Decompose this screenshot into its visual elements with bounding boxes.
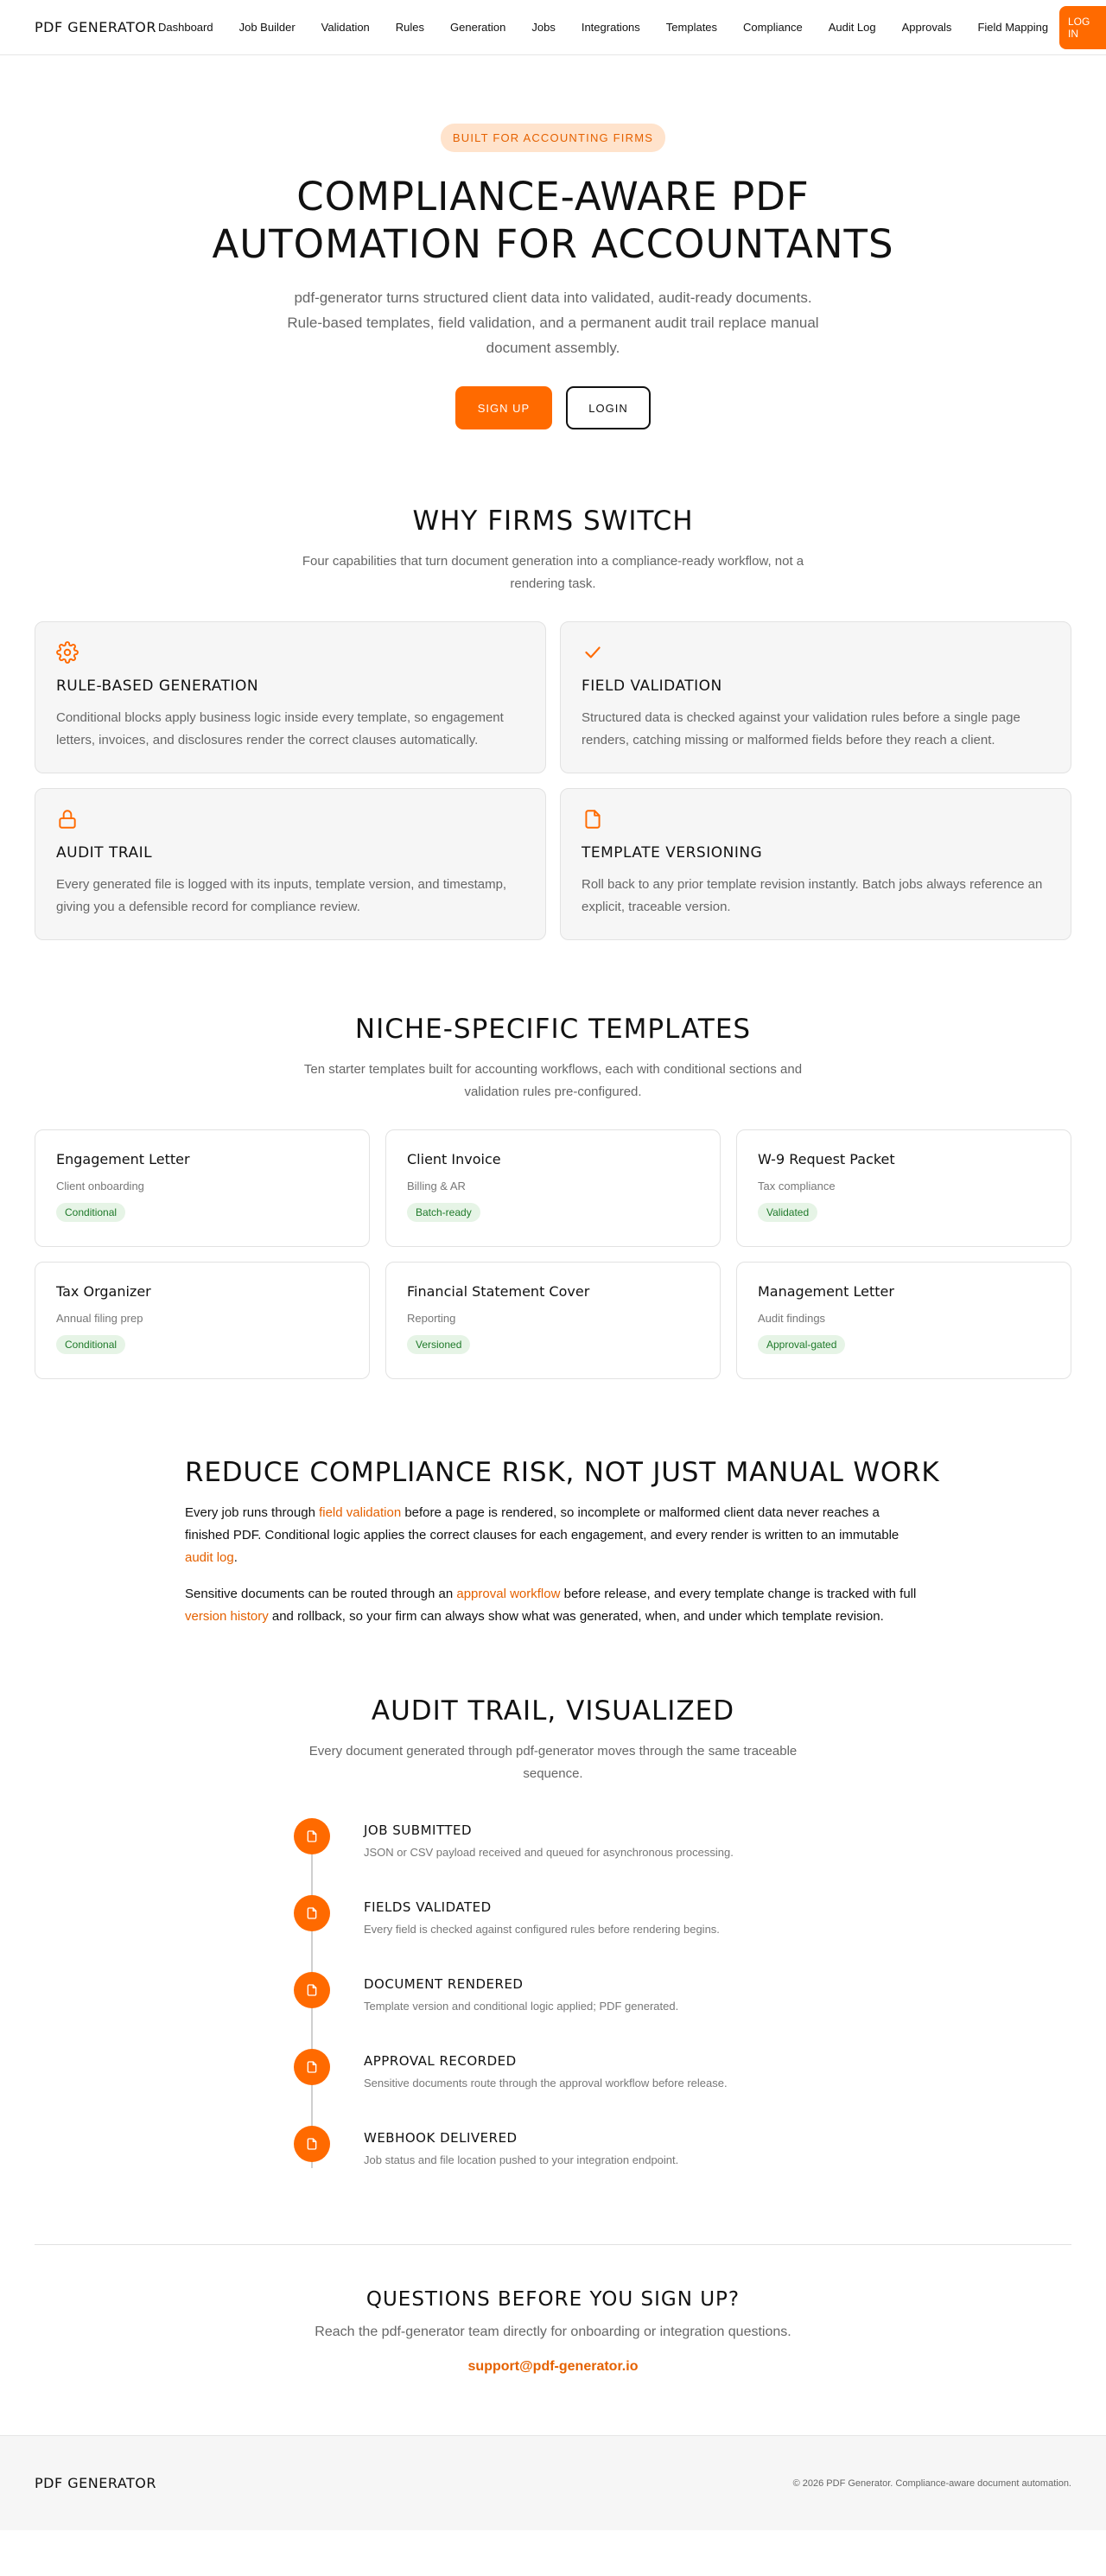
nav-link-approvals[interactable]: Approvals: [901, 21, 952, 34]
version-history-link[interactable]: version history: [185, 1609, 269, 1624]
why-subtitle: Four capabilities that turn document generation into a compliance-ready workflow, not a rendering task.: [302, 554, 804, 591]
template-name: Financial Statement Cover: [407, 1283, 590, 1300]
step-text: Every field is checked against configured rules before rendering begins.: [364, 1923, 720, 1936]
feature-card: [35, 621, 546, 773]
step-text: Job status and file location pushed to your integration endpoint.: [364, 2153, 679, 2166]
template-card[interactable]: [35, 1129, 370, 1247]
template-card[interactable]: [385, 1129, 721, 1247]
step-title: APPROVAL RECORDED: [364, 2053, 517, 2069]
timeline-dot: [294, 1895, 330, 1931]
risk-text: before a page is rendered, so incomplete or malformed client data never reaches a finished PDF. Conditional logic applies the correct clauses for each engagement, and every render is written to an immutable: [185, 1505, 899, 1542]
step-title: WEBHOOK DELIVERED: [364, 2130, 518, 2146]
feature-text: Conditional blocks apply business logic inside every template, so engagement letters, invoices, and disclosures render the correct clauses automatically.: [56, 710, 504, 747]
footer-copyright: © 2026 PDF Generator. Compliance-aware document automation.: [792, 2477, 1071, 2489]
audit-subtitle: Every document generated through pdf-generator moves through the same traceable sequence.: [308, 1744, 798, 1781]
timeline-step: [294, 1972, 812, 2049]
template-tag: Conditional: [56, 1203, 125, 1222]
template-category: Tax compliance: [758, 1180, 836, 1193]
template-category: Annual filing prep: [56, 1312, 143, 1325]
template-tag: Conditional: [56, 1335, 125, 1354]
risk-text: before release, and every template change is tracked with full: [560, 1587, 917, 1601]
feature-text: Every generated file is logged with its inputs, template version, and timestamp, giving you a defensible record for compliance review.: [56, 877, 507, 914]
risk-text: .: [233, 1550, 238, 1565]
contact-subtitle: Reach the pdf-generator team directly for onboarding or integration questions.: [315, 2325, 791, 2339]
field-validation-link[interactable]: field validation: [319, 1505, 402, 1520]
audit-section: [0, 1628, 1106, 2203]
nav-link-job-builder[interactable]: Job Builder: [238, 21, 296, 34]
timeline-step: [294, 1895, 812, 1972]
feature-text: Structured data is checked against your validation rules before a single page renders, catching missing or malformed fields before they reach a client.: [582, 710, 1020, 747]
hero-title: [0, 173, 1106, 268]
template-name: Client Invoice: [407, 1151, 501, 1167]
step-text: Template version and conditional logic applied; PDF generated.: [364, 2000, 679, 2013]
template-name: W-9 Request Packet: [758, 1151, 895, 1167]
document-icon: [305, 2060, 319, 2074]
audit-timeline: [294, 1818, 812, 2203]
hero-buttons: [0, 386, 1106, 429]
step-title: JOB SUBMITTED: [364, 1822, 473, 1838]
feature-title: RULE-BASED GENERATION: [56, 677, 259, 695]
top-nav: [0, 0, 1106, 55]
template-name: Engagement Letter: [56, 1151, 190, 1167]
feature-grid: [0, 621, 1106, 940]
template-tag: Approval-gated: [758, 1335, 845, 1354]
hero-title-line2: AUTOMATION FOR ACCOUNTANTS: [212, 221, 894, 267]
template-category: Billing & AR: [407, 1180, 466, 1193]
timeline-dot: [294, 1818, 330, 1854]
template-tag: Versioned: [407, 1335, 470, 1354]
templates-title: NICHE-SPECIFIC TEMPLATES: [354, 1014, 752, 1045]
feature-title: TEMPLATE VERSIONING: [582, 844, 763, 862]
risk-paragraph-2: [185, 1583, 921, 1628]
nav-link-generation[interactable]: Generation: [450, 21, 506, 34]
step-text: JSON or CSV payload received and queued for asynchronous processing.: [364, 1846, 734, 1859]
template-tag: Validated: [758, 1203, 817, 1222]
step-title: FIELDS VALIDATED: [364, 1899, 492, 1915]
nav-link-templates[interactable]: Templates: [665, 21, 718, 34]
template-category: Reporting: [407, 1312, 456, 1325]
lock-icon: [56, 808, 79, 830]
template-name: Management Letter: [758, 1283, 894, 1300]
template-category: Client onboarding: [56, 1180, 144, 1193]
audit-title: AUDIT TRAIL, VISUALIZED: [371, 1695, 735, 1727]
nav-link-validation[interactable]: Validation: [321, 21, 370, 34]
risk-text: and rollback, so your firm can always show what was generated, when, and under which template revision.: [268, 1609, 884, 1624]
step-title: DOCUMENT RENDERED: [364, 1976, 524, 1992]
template-grid: [0, 1129, 1106, 1379]
template-card[interactable]: [35, 1262, 370, 1379]
feature-card: [560, 788, 1071, 940]
risk-text: Every job runs through: [185, 1505, 320, 1520]
signup-button[interactable]: SIGN UP: [455, 386, 552, 429]
risk-section: [185, 1379, 940, 1628]
templates-subtitle: Ten starter templates built for accounting workflows, each with conditional sections and validation rules pre-configured.: [303, 1062, 803, 1099]
nav-link-field-mapping[interactable]: Field Mapping: [977, 21, 1049, 34]
step-text: Sensitive documents route through the approval workflow before release.: [364, 2077, 728, 2089]
hero-title-line1: COMPLIANCE-AWARE PDF: [296, 174, 810, 219]
hero-section: [0, 55, 1106, 429]
timeline-step: [294, 2049, 812, 2126]
why-title: WHY FIRMS SWITCH: [412, 506, 694, 537]
document-icon: [305, 2137, 319, 2151]
audit-log-link[interactable]: audit log: [185, 1550, 234, 1565]
gear-icon: [56, 641, 79, 664]
timeline-step: [294, 2126, 812, 2203]
template-category: Audit findings: [758, 1312, 826, 1325]
support-email-link[interactable]: support@pdf-generator.io: [467, 2359, 639, 2374]
templates-section: [0, 940, 1106, 1379]
risk-text: Sensitive documents can be routed through an: [185, 1587, 457, 1601]
nav-link-dashboard[interactable]: Dashboard: [158, 21, 213, 34]
nav-link-integrations[interactable]: Integrations: [581, 21, 640, 34]
nav-link-jobs[interactable]: Jobs: [531, 21, 556, 34]
timeline-dot: [294, 2049, 330, 2085]
approval-workflow-link[interactable]: approval workflow: [456, 1587, 561, 1601]
feature-card: [35, 788, 546, 940]
template-name: Tax Organizer: [56, 1283, 151, 1300]
nav-links: [158, 21, 1048, 34]
risk-title: REDUCE COMPLIANCE RISK, NOT JUST MANUAL WORK: [185, 1457, 940, 1488]
contact-section: [0, 2245, 1106, 2375]
template-tag: Batch-ready: [407, 1203, 480, 1222]
document-icon: [305, 1906, 319, 1920]
check-icon: [582, 641, 604, 664]
footer-brand: PDF GENERATOR: [35, 2475, 156, 2491]
timeline-dot: [294, 1972, 330, 2008]
risk-paragraph-1: [185, 1502, 921, 1569]
footer: [0, 2435, 1106, 2530]
document-icon: [305, 1983, 319, 1997]
brand-logo[interactable]: PDF GENERATOR: [35, 19, 156, 35]
document-icon: [582, 808, 604, 830]
feature-card: [560, 621, 1071, 773]
nav-link-rules[interactable]: Rules: [395, 21, 425, 34]
feature-title: FIELD VALIDATION: [582, 677, 722, 695]
template-card[interactable]: [736, 1262, 1071, 1379]
timeline-step: [294, 1818, 812, 1895]
hero-subtitle: pdf-generator turns structured client data into validated, audit-ready documents. Rule-based templates, field validation, and a permanent audit trail replace manual document assembly.: [287, 289, 819, 356]
document-icon: [305, 1829, 319, 1843]
hero-badge: BUILT FOR ACCOUNTING FIRMS: [441, 124, 665, 152]
template-card[interactable]: [385, 1262, 721, 1379]
feature-title: AUDIT TRAIL: [56, 844, 153, 862]
timeline-dot: [294, 2126, 330, 2162]
nav-link-compliance[interactable]: Compliance: [743, 21, 803, 34]
contact-title: QUESTIONS BEFORE YOU SIGN UP?: [365, 2288, 741, 2311]
nav-link-audit-log[interactable]: Audit Log: [828, 21, 876, 34]
template-card[interactable]: [736, 1129, 1071, 1247]
login-button[interactable]: LOGIN: [566, 386, 651, 429]
why-section: [0, 429, 1106, 940]
feature-text: Roll back to any prior template revision instantly. Batch jobs always reference an explicit, traceable version.: [582, 877, 1043, 914]
nav-login-button[interactable]: LOG IN: [1059, 6, 1106, 49]
